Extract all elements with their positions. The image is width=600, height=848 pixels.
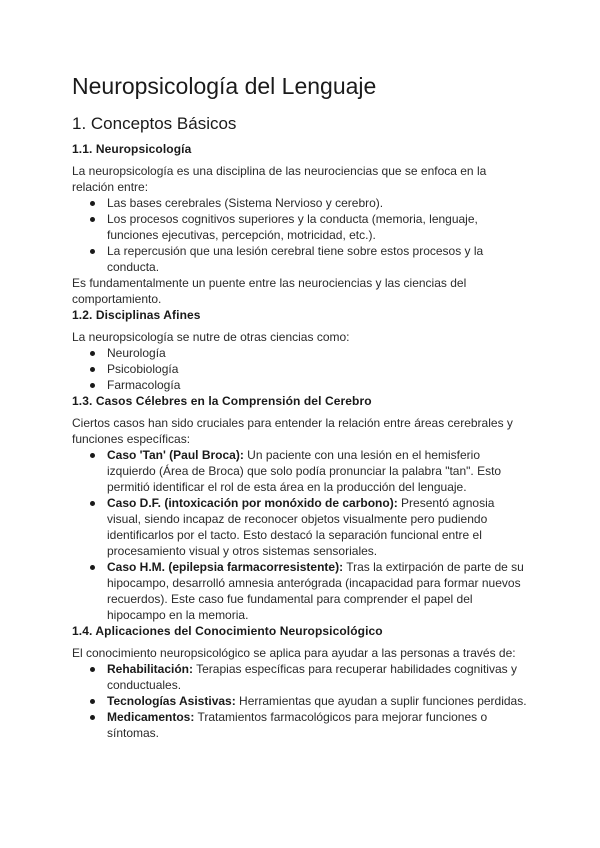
case-label: Caso 'Tan' (Paul Broca):	[107, 448, 244, 462]
application-text: Herramientas que ayudan a suplir funciones perdidas.	[235, 694, 527, 708]
case-label: Caso D.F. (intoxicación por monóxido de carbono):	[107, 496, 398, 510]
paragraph: Es fundamentalmente un puente entre las neurociencias y las ciencias del comportamiento.	[72, 276, 467, 306]
bullet-list	[72, 447, 528, 623]
list-item: Los procesos cognitivos superiores y la conducta (memoria, lenguaje, funciones ejecutivas, percepción, motricidad, etc.).	[107, 211, 528, 243]
list-item: Las bases cerebrales (Sistema Nervioso y cerebro).	[107, 195, 528, 211]
document-title: Neuropsicología del Lenguaje	[72, 73, 377, 99]
application-label: Tecnologías Asistivas:	[107, 694, 236, 708]
list-item	[107, 693, 528, 709]
list-item	[107, 447, 528, 495]
subsection-heading: 1.3. Casos Célebres en la Comprensión del Cerebro	[72, 394, 372, 408]
section-heading: 1. Conceptos Básicos	[72, 114, 237, 133]
list-item	[107, 709, 528, 741]
bullet-list	[72, 195, 528, 275]
list-item: Neurología	[107, 345, 528, 361]
subsection-heading: 1.1. Neuropsicología	[72, 142, 192, 156]
application-label: Medicamentos:	[107, 710, 195, 724]
application-label: Rehabilitación:	[107, 662, 194, 676]
subsection-heading: 1.4. Aplicaciones del Conocimiento Neuropsicológico	[72, 624, 383, 638]
paragraph: La neuropsicología se nutre de otras ciencias como:	[72, 330, 350, 344]
subsection-heading: 1.2. Disciplinas Afines	[72, 308, 201, 322]
application-text: Terapias específicas para recuperar habilidades cognitivas y conductuales.	[107, 662, 517, 692]
list-item: Farmacología	[107, 377, 528, 393]
application-text: Tratamientos farmacológicos para mejorar funciones o síntomas.	[107, 710, 488, 740]
paragraph: La neuropsicología es una disciplina de las neurociencias que se enfoca en la relación entre:	[72, 164, 487, 194]
bullet-list	[72, 661, 528, 741]
case-text: Tras la extirpación de parte de su hipocampo, desarrolló amnesia anterógrada (incapacidad para formar nuevos recuerdos). Este caso fue fundamental para comprender el papel del hipocampo en la memoria.	[107, 560, 524, 622]
list-item	[107, 559, 528, 623]
list-item: La repercusión que una lesión cerebral tiene sobre estos procesos y la conducta.	[107, 243, 528, 275]
case-text: Un paciente con una lesión en el hemisferio izquierdo (Área de Broca) que solo podía pronunciar la palabra "tan". Esto permitió identificar el rol de esta área en la producción del lenguaje.	[107, 448, 502, 494]
paragraph: Ciertos casos han sido cruciales para entender la relación entre áreas cerebrales y funciones específicas:	[72, 416, 513, 446]
bullet-list	[72, 345, 528, 393]
paragraph: El conocimiento neuropsicológico se aplica para ayudar a las personas a través de:	[72, 646, 516, 660]
case-label: Caso H.M. (epilepsia farmacorresistente):	[107, 560, 344, 574]
list-item	[107, 495, 528, 559]
list-item: Psicobiología	[107, 361, 528, 377]
case-text: Presentó agnosia visual, siendo incapaz de reconocer objetos visualmente pero pudiendo identificarlos por el tacto. Esto destacó la separación funcional entre el procesamiento visual y otros sistemas sensoriales.	[107, 496, 495, 558]
list-item	[107, 661, 528, 693]
